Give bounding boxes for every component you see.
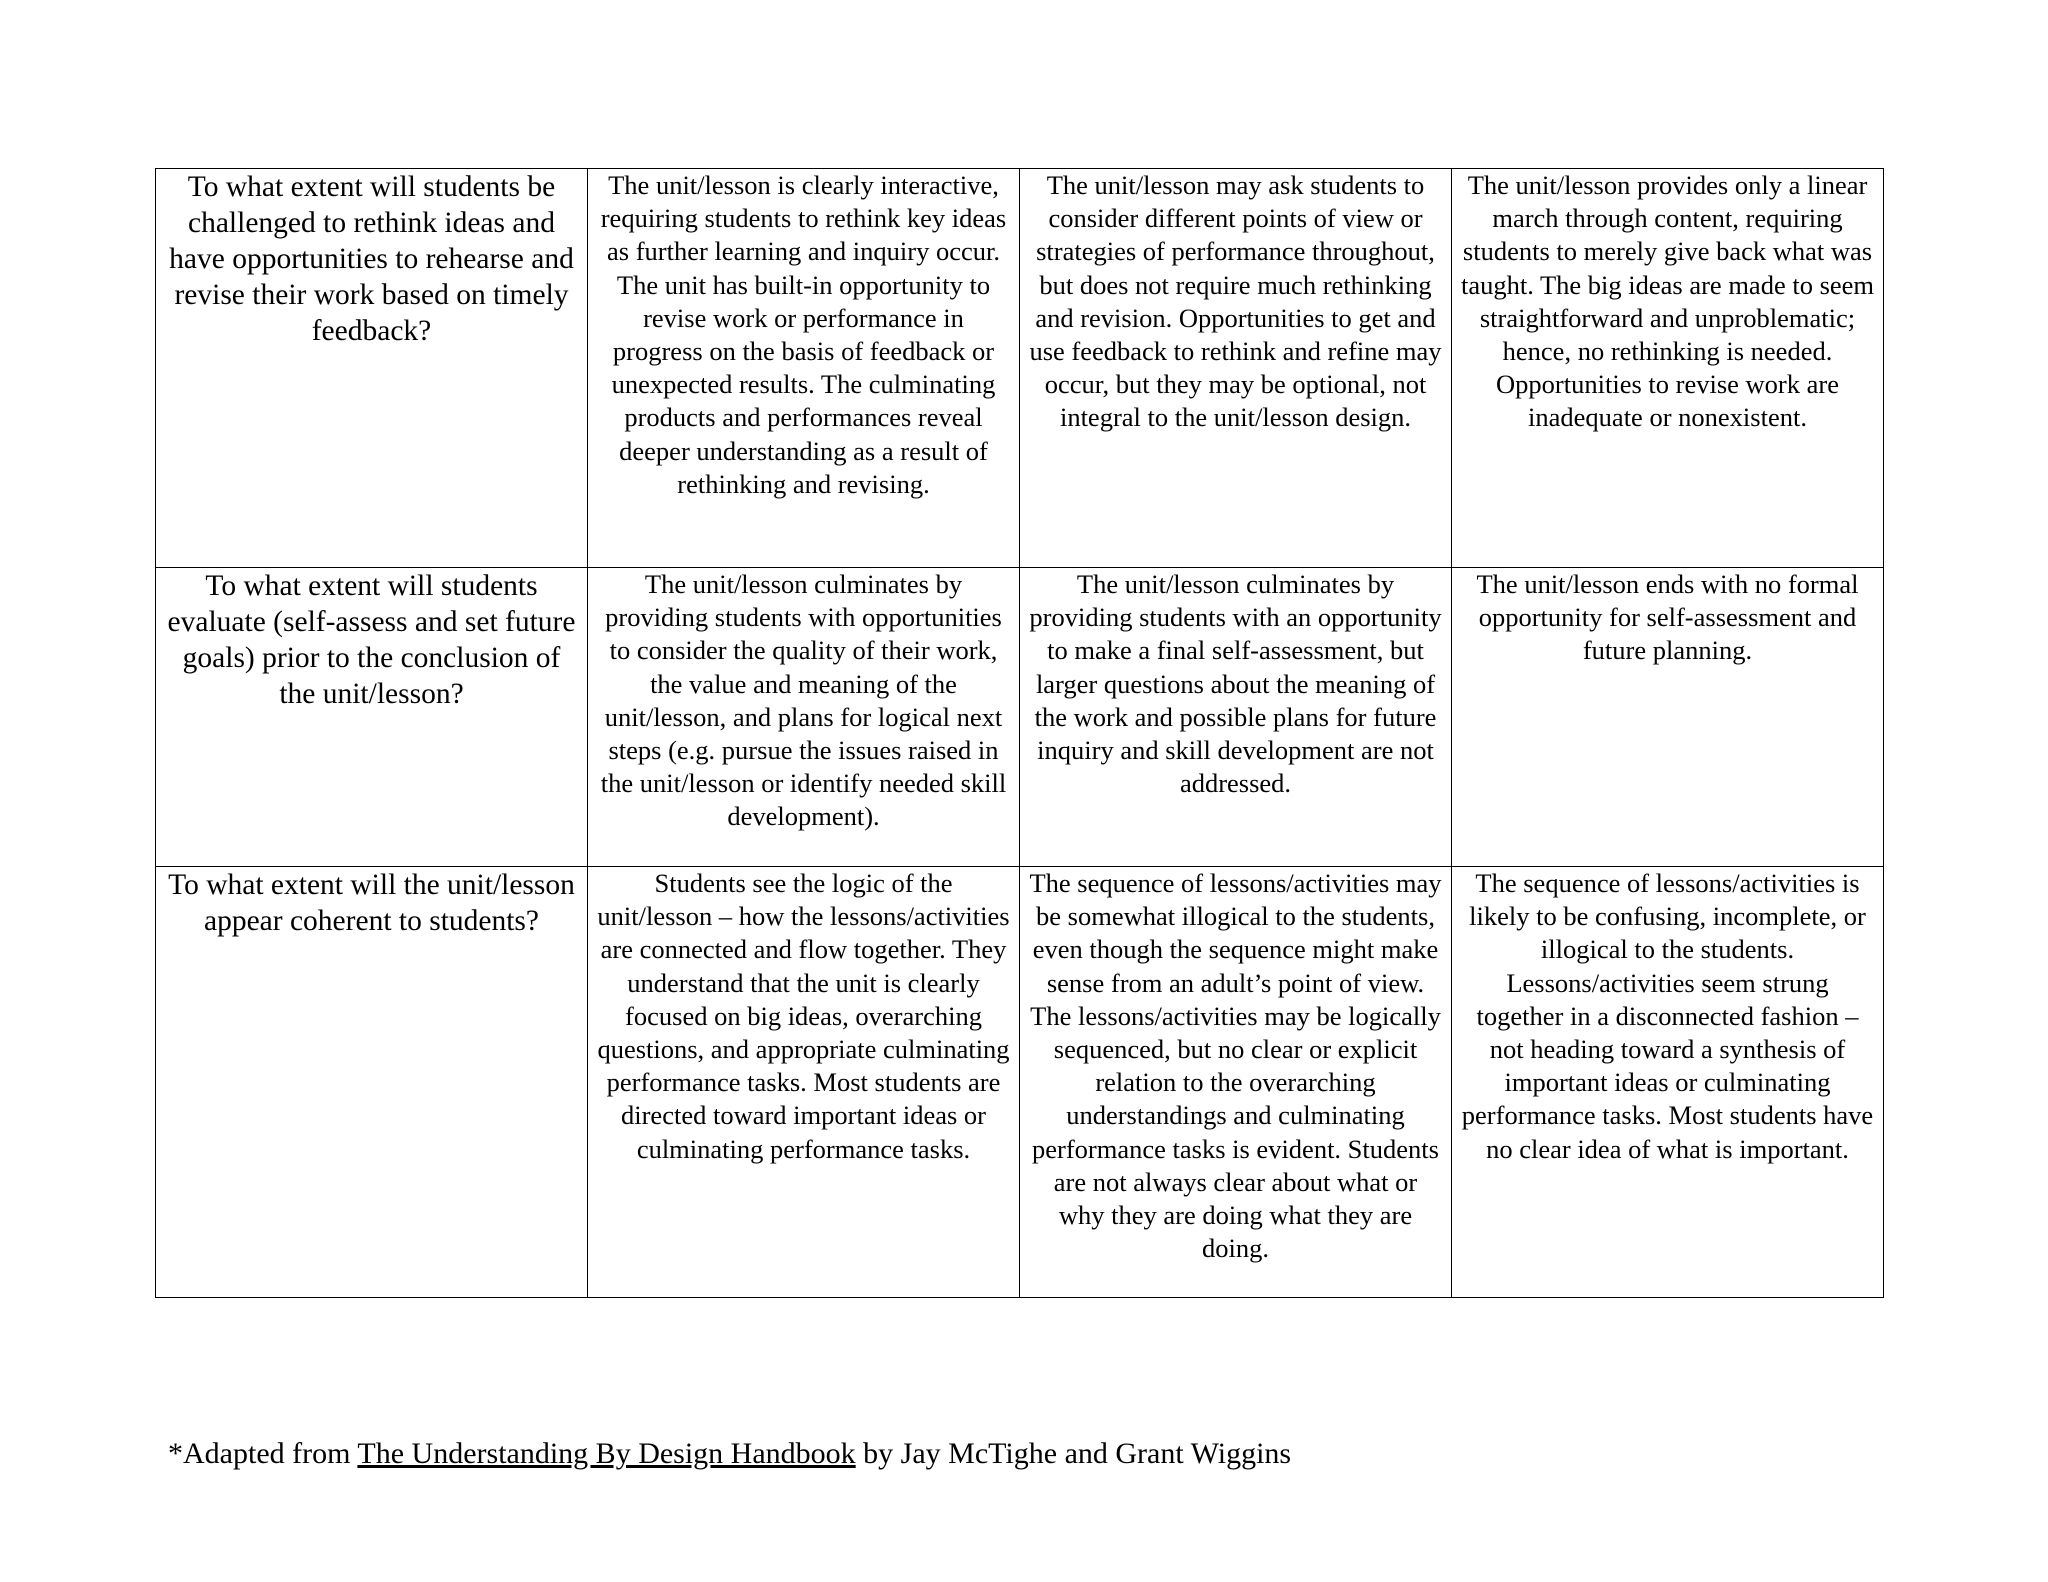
rubric-row-self-assessment: [156, 568, 1884, 867]
rubric-cell-mid: [1020, 867, 1452, 1298]
source-footnote: [168, 1436, 1291, 1472]
rubric-cell-mid: [1020, 169, 1452, 568]
rubric-cell-text: The unit/lesson ends with no formal opportunity for self-assessment and future planning.: [1476, 569, 1859, 666]
rubric-cell-low: [1452, 169, 1884, 568]
rubric-table: [155, 168, 1884, 1298]
footnote-prefix: *Adapted from: [168, 1437, 358, 1470]
rubric-cell-high: [588, 568, 1020, 867]
rubric-cell-low: [1452, 867, 1884, 1298]
question-text: To what extent will students evaluate (self-assess and set future goals) prior to the conclusion of the unit/lesson?: [167, 570, 576, 710]
question-text: To what extent will students be challenged to rethink ideas and have opportunities to rehearse and revise their work based on timely feedback?: [169, 171, 574, 347]
question-cell: [156, 568, 588, 867]
footnote-suffix: by Jay McTighe and Grant Wiggins: [855, 1437, 1292, 1470]
rubric-cell-high: [588, 867, 1020, 1298]
footnote-book-title: The Understanding By Design Handbook: [357, 1437, 856, 1470]
rubric-cell-text: The sequence of lessons/activities may be somewhat illogical to the students, even though the sequence might make sense from an adult’s point of view. The lessons/activities may be logically sequenced, but no clear or explicit relation to the overarching understandings and culminating performance tasks is evident. Students are not always clear about what or why they are doing what they are doing.: [1029, 868, 1442, 1264]
rubric-cell-low: [1452, 568, 1884, 867]
question-cell: [156, 169, 588, 568]
rubric-cell-mid: [1020, 568, 1452, 867]
rubric-cell-high: [588, 169, 1020, 568]
rubric-cell-text: The unit/lesson culminates by providing students with opportunities to consider the quality of their work, the value and meaning of the unit/lesson, and plans for logical next steps (e.g. pursue the issues raised in the unit/lesson or identify needed skill development).: [600, 569, 1007, 832]
rubric-cell-text: The unit/lesson may ask students to consider different points of view or strategies of performance throughout, but does not require much rethinking and revision. Opportunities to get and use feedback to rethink and refine may occur, but they may be optional, not integral to the unit/lesson design.: [1029, 170, 1442, 433]
rubric-cell-text: The unit/lesson is clearly interactive, requiring students to rethink key ideas as further learning and inquiry occur. The unit has built-in opportunity to revise work or performance in progress on the basis of feedback or unexpected results. The culminating products and performances reveal deeper understanding as a result of rethinking and revising.: [600, 170, 1007, 499]
rubric-row-revision: [156, 169, 1884, 568]
rubric-cell-text: The unit/lesson provides only a linear march through content, requiring students to merely give back what was taught. The big ideas are made to seem straightforward and unproblematic; hence, no rethinking is needed. Opportunities to revise work are inadequate or nonexistent.: [1460, 170, 1875, 433]
question-cell: [156, 867, 588, 1298]
rubric-cell-text: The unit/lesson culminates by providing students with an opportunity to make a final self-assessment, but larger questions about the meaning of the work and possible plans for future inquiry and skill development are not addressed.: [1029, 569, 1442, 799]
rubric-row-coherence: [156, 867, 1884, 1298]
question-text: To what extent will the unit/lesson appear coherent to students?: [168, 869, 575, 937]
rubric-cell-text: Students see the logic of the unit/lesson – how the lessons/activities are connected and flow together. They understand that the unit is clearly focused on big ideas, overarching questions, and appropriate culminating performance tasks. Most students are directed toward important ideas or culminating performance tasks.: [597, 868, 1010, 1164]
rubric-cell-text: The sequence of lessons/activities is likely to be confusing, incomplete, or illogical to the students. Lessons/activities seem strung together in a disconnected fashion – not heading toward a synthesis of important ideas or culminating performance tasks. Most students have no clear idea of what is important.: [1461, 868, 1874, 1164]
